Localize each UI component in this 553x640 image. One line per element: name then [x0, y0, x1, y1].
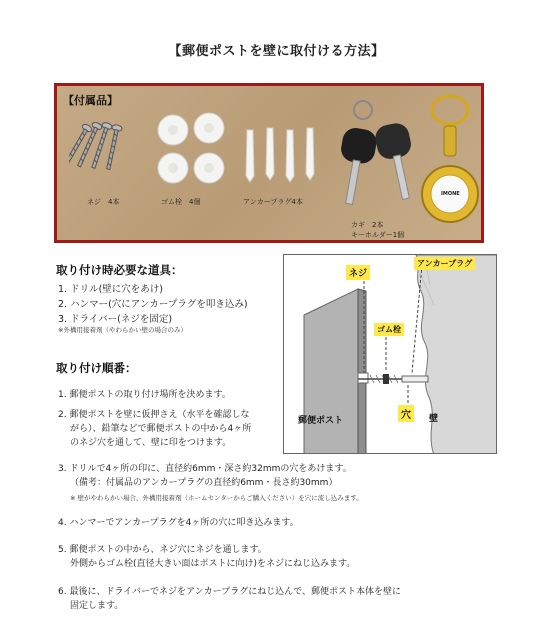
procedure-heading: 取り付け順番：: [56, 361, 137, 375]
rubber-label: ゴム栓: [374, 323, 404, 336]
page-title: 【郵便ポストを壁に取付ける方法】: [168, 44, 385, 59]
tool-item: 3. ドライバー(ネジを固定): [58, 314, 173, 325]
keyholder-brand: IMONE: [441, 191, 460, 197]
key-caption: カギ 2本: [351, 221, 384, 229]
step-6-line2: 固定します。: [70, 601, 124, 611]
rubber-caption: ゴム栓 4個: [161, 198, 201, 206]
installation-diagram: [283, 254, 497, 454]
step-5-line1: 5. 郵便ポストの中から、ネジ穴にネジを通します。: [58, 545, 267, 555]
anchor-caption: アンカープラグ4本: [243, 198, 303, 206]
step-3-line2: （備考：付属品のアンカープラグの直径約6mm・長さ約30mm）: [70, 478, 338, 488]
step-3-note: ※ 壁がやわらかい場合、外構用接着剤（ホームセンターからご購入ください）を穴に流し込みます。: [70, 494, 363, 502]
anchor-plugs-image: [239, 126, 325, 186]
screws-image: [69, 122, 131, 192]
hole-label: 穴: [398, 405, 414, 422]
step-3-line1: 3. ドリルで4ヶ所の印に、直径約6mm・深さ約32mmの穴をあけます。: [58, 464, 352, 474]
accessories-label: 【付属品】: [63, 94, 118, 107]
step-2-line2: がら）、鉛筆などで郵便ポストの中から4ヶ所: [70, 424, 252, 434]
keys-image: [333, 100, 423, 210]
anchor-label: アンカープラグ: [414, 257, 475, 270]
tool-item: 1. ドリル(壁に穴をあけ): [58, 284, 163, 295]
wall-label: 壁: [429, 414, 439, 424]
accessories-panel: [54, 83, 484, 243]
tool-item: 2. ハンマー(穴にアンカープラグを叩き込み): [58, 299, 248, 310]
rubber-plugs-image: [153, 110, 233, 190]
key-holder-image: [417, 92, 483, 242]
step-6-line1: 6. 最後に、ドライバーでネジをアンカープラグにねじ込んで、郵便ポスト本体を壁に: [58, 587, 402, 597]
step-2-line1: 2. 郵便ポストを壁に仮押さえ（水平を確認しな: [58, 410, 250, 420]
step-5-line2: 外側からゴム栓(直径大きい面はポストに向け)をネジにねじ込みます。: [70, 559, 356, 569]
step-1: 1. 郵便ポストの取り付け場所を決めます。: [58, 390, 231, 400]
tools-heading: 取り付け時必要な道具：: [56, 263, 183, 277]
screws-caption: ネジ 4本: [87, 198, 120, 206]
post-label: 郵便ポスト: [298, 416, 344, 426]
screw-label: ネジ: [346, 265, 370, 280]
keyholder-caption: キーホルダー1個: [351, 231, 405, 239]
tools-note: ※外構用接着剤（やわらかい壁の場合のみ）: [58, 326, 187, 334]
step-2-line3: のネジ穴を通して、壁に印をつけます。: [70, 438, 232, 448]
step-4: 4. ハンマーでアンカープラグを4ヶ所の穴に叩き込みます。: [58, 518, 299, 528]
